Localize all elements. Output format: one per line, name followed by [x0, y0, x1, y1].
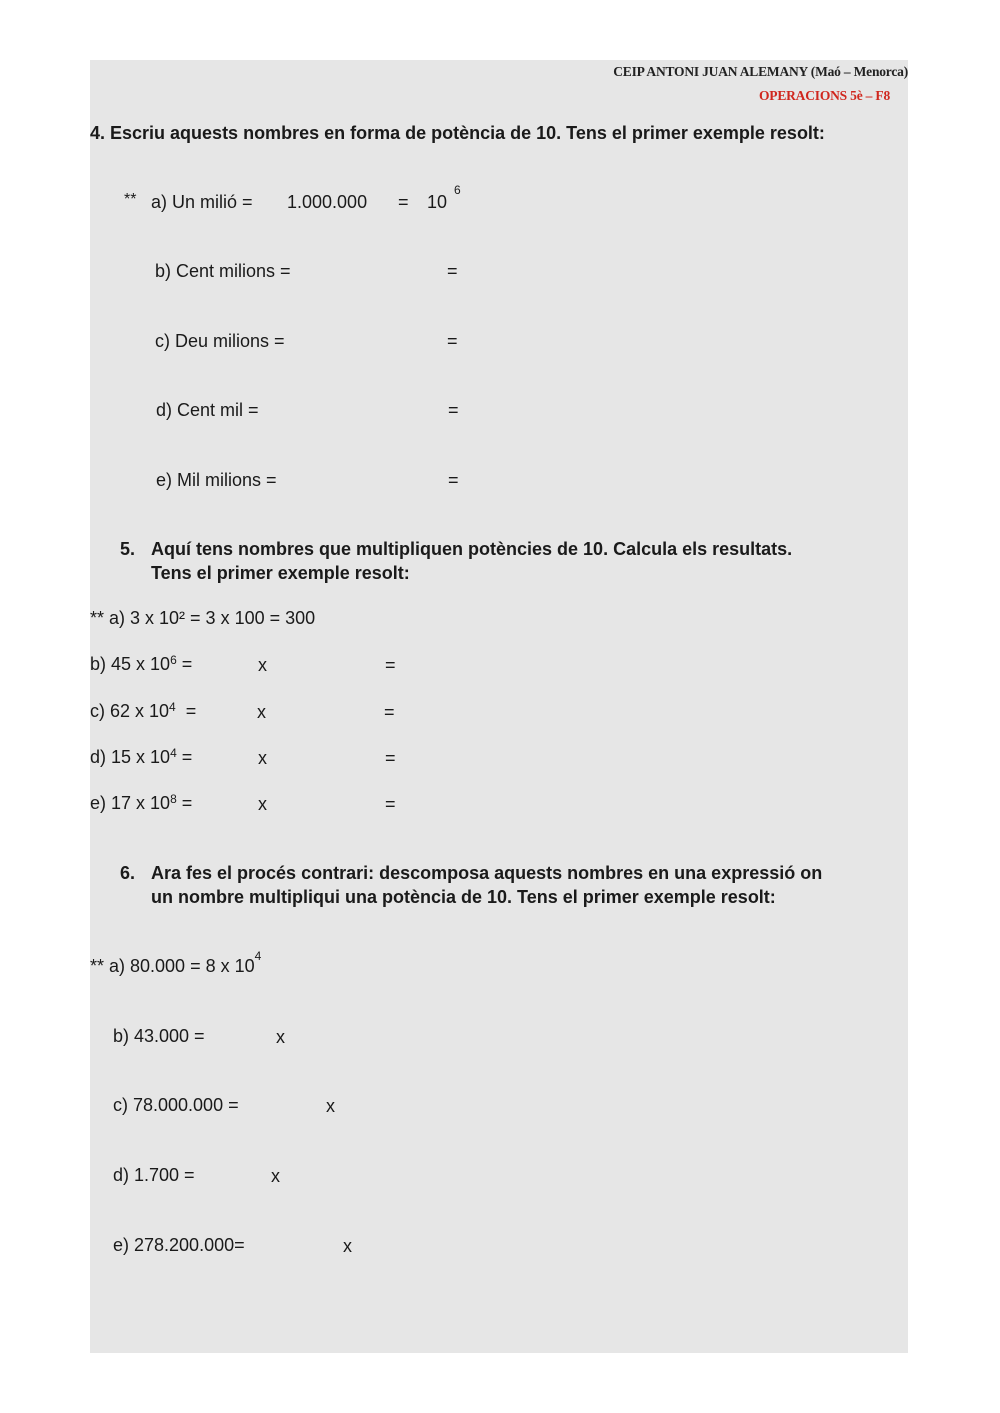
q6-item-x: x [271, 1166, 280, 1186]
q5-item-exponent: 8 [170, 792, 177, 806]
q6-item-label: b) 43.000 = [113, 1026, 205, 1046]
q4-example-base: 10 [427, 192, 448, 212]
q4-item-equals: = [447, 261, 458, 281]
q5-item-result-equals: = [385, 655, 396, 675]
q5-item-x: x [258, 794, 267, 814]
q6-item-label: d) 1.700 = [113, 1165, 195, 1185]
q6-title-line2: un nombre multipliqui una potència de 10. Tens el primer exemple resolt: [151, 887, 776, 907]
q5-item-x: x [258, 748, 267, 768]
q6-item-x: x [276, 1027, 285, 1047]
q6-item-label: e) 278.200.000= [113, 1235, 245, 1255]
q5-item-x: x [257, 702, 266, 722]
q5-item-result-equals: = [384, 702, 395, 722]
q5-item-equals: = [181, 747, 193, 767]
worksheet-subtitle: OPERACIONS 5è – F8 [758, 88, 890, 103]
q5-item-label: b) 45 x 10 [90, 654, 171, 674]
q5-example: ** a) 3 x 10² = 3 x 100 = 300 [90, 608, 316, 628]
q4-example-stars: ** [124, 191, 137, 208]
q5-item-equals: = [181, 793, 193, 813]
school-name: CEIP ANTONI JUAN ALEMANY (Maó – Menorca) [613, 64, 908, 79]
q6-example [90, 949, 262, 977]
q4-item-label: e) Mil milions = [156, 470, 277, 490]
q4-item-equals: = [448, 470, 459, 490]
q5-item-x: x [258, 655, 267, 675]
q5-item-label: c) 62 x 10 [90, 701, 170, 721]
q6-title-line1: Ara fes el procés contrari: descomposa aquests nombres en una expressió on [151, 863, 823, 883]
q4-example-number: 1.000.000 [287, 192, 368, 212]
q6-example-exponent: 4 [254, 949, 262, 963]
q6-item-x: x [343, 1236, 352, 1256]
q5-item-result-equals: = [385, 794, 396, 814]
q4-example-equals: = [398, 192, 409, 212]
q4-item-equals: = [447, 331, 458, 351]
q4-item-equals: = [448, 400, 459, 420]
worksheet-page [90, 60, 908, 1353]
q5-item-exponent: 6 [170, 653, 177, 667]
q5-number: 5. [120, 539, 136, 559]
q5-item-exponent: 4 [169, 700, 176, 714]
q5-title-line2: Tens el primer exemple resolt: [151, 563, 410, 583]
q5-item-equals: = [185, 701, 197, 721]
q5-item-label: e) 17 x 10 [90, 793, 171, 813]
q4-item-label: b) Cent milions = [155, 261, 291, 281]
q4-example-label: a) Un milió = [151, 192, 253, 212]
q4-item-label: d) Cent mil = [156, 400, 259, 420]
q5-item-exponent: 4 [170, 746, 177, 760]
q4-example-exponent: 6 [454, 183, 461, 197]
q5-title-line1: Aquí tens nombres que multipliquen potències de 10. Calcula els resultats. [151, 539, 793, 559]
q5-item-result-equals: = [385, 748, 396, 768]
q4-item-label: c) Deu milions = [155, 331, 285, 351]
q6-item-x: x [326, 1096, 335, 1116]
q5-item-equals: = [181, 654, 193, 674]
q6-example-text: ** a) 80.000 = 8 x 10 [90, 956, 255, 976]
q5-item-label: d) 15 x 10 [90, 747, 171, 767]
q4-title: 4. Escriu aquests nombres en forma de potència de 10. Tens el primer exemple resolt: [90, 123, 825, 143]
q6-item-label: c) 78.000.000 = [113, 1095, 239, 1115]
q6-number: 6. [120, 863, 136, 883]
